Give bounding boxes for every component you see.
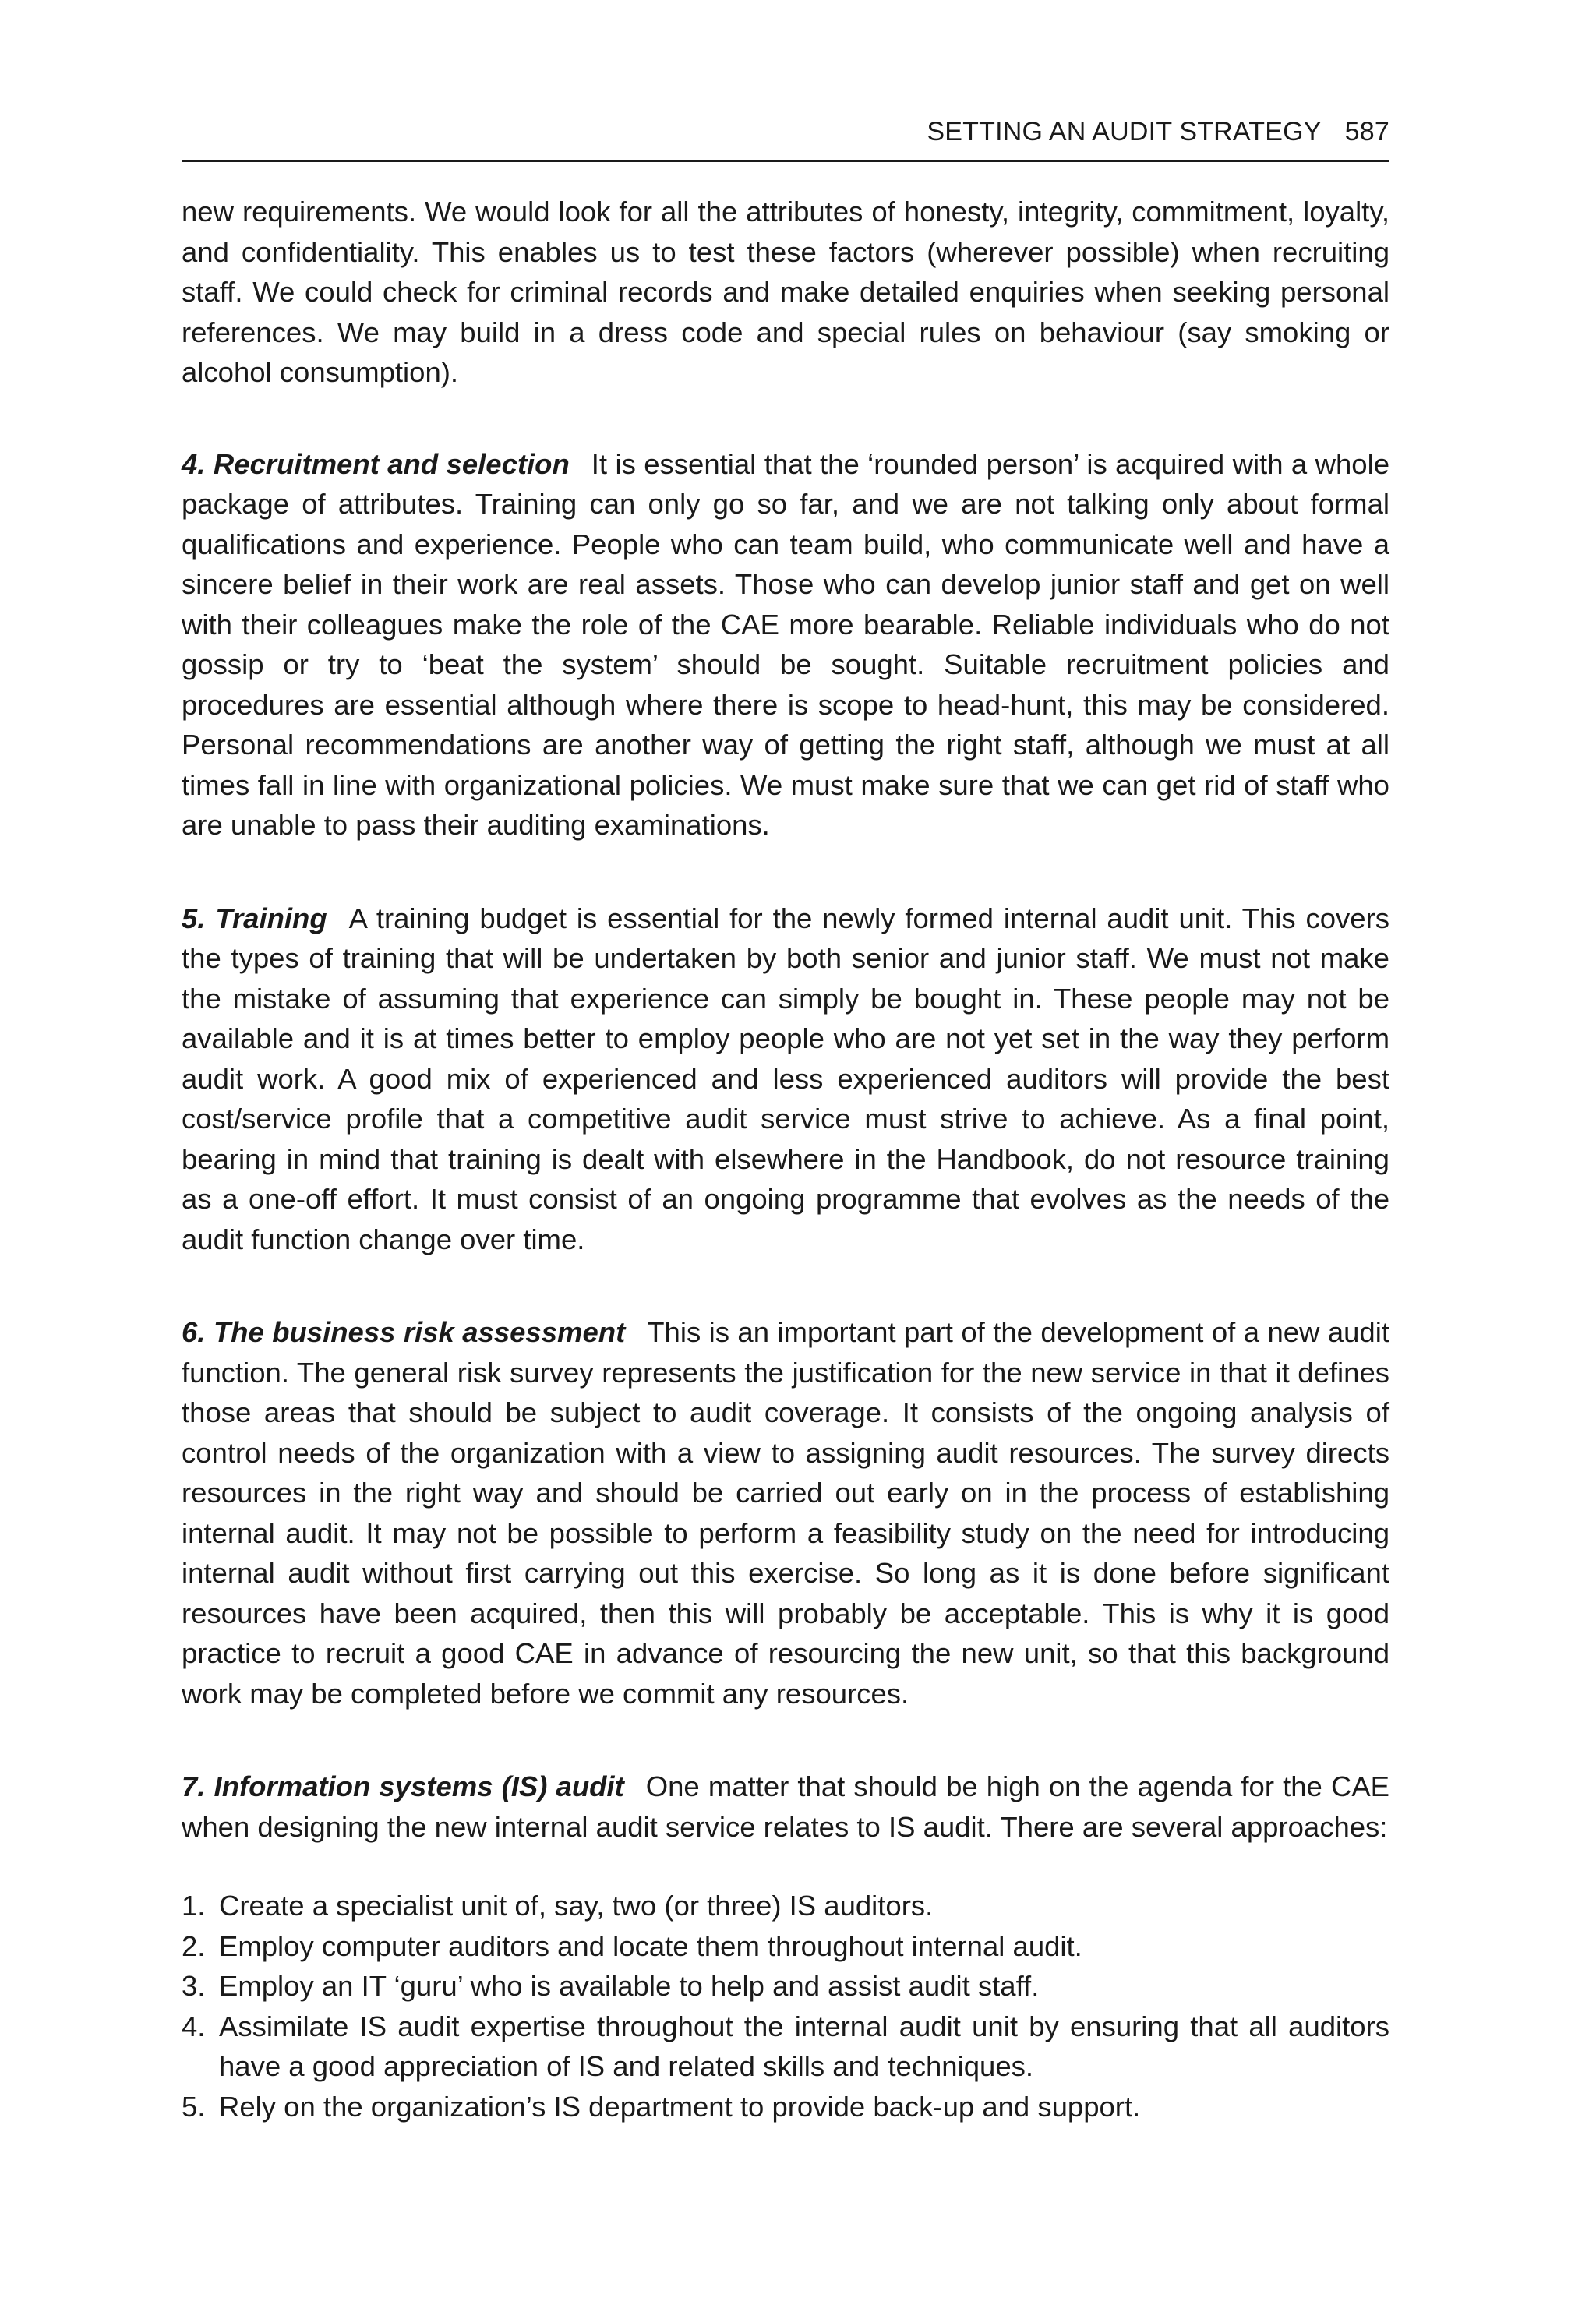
list-item-text: Create a specialist unit of, say, two (or three) IS auditors. bbox=[219, 1890, 934, 1922]
paragraph-text: It is essential that the ‘rounded person’ is acquired with a whole package of attributes. Training can only go so far, and we are not talking only about formal qualifications and experience. People who can team build, who communicate well and have a sincere belief in their work are real assets. Those who can develop junior staff and get on well with their colleagues make the role of the CAE more bearable. Reliable individuals who do not gossip or try to ‘beat the system’ should be sought. Suitable recruitment policies and procedures are essential although where there is scope to head-hunt, this may be considered. Personal recommendations are another way of getting the right staff, although we must at all times fall in line with organizational policies. We must make sure that we can get rid of staff who are unable to pass their auditing examinations. bbox=[182, 447, 1389, 841]
list-item-number: 5. bbox=[182, 2090, 206, 2123]
running-header bbox=[182, 117, 1389, 162]
list-item-text: Employ computer auditors and locate them throughout internal audit. bbox=[219, 1929, 1082, 1962]
body-text bbox=[182, 192, 1389, 2127]
list-item-text: Rely on the organization’s IS department to provide back-up and support. bbox=[219, 2090, 1141, 2123]
paragraph-business-risk-assessment bbox=[182, 1312, 1389, 1714]
approaches-list bbox=[182, 1886, 1389, 2127]
paragraph-text: new requirements. We would look for all the attributes of honesty, integrity, commitment, loyalty, and confidentiality. This enables us to test these factors (wherever possible) when recruiting staff. We could check for criminal records and make detailed enquiries when seeking personal references. We may build in a dress code and special rules on behaviour (say smoking or alcohol consumption). bbox=[182, 196, 1389, 388]
list-item bbox=[182, 1926, 1389, 1967]
list-item bbox=[182, 2007, 1389, 2087]
list-item-text: Employ an IT ‘guru’ who is available to help and assist audit staff. bbox=[219, 1970, 1040, 2002]
page-number: 587 bbox=[1344, 117, 1389, 146]
section-heading: 6. The business risk assessment bbox=[182, 1316, 626, 1348]
paragraph-information-systems-audit bbox=[182, 1767, 1389, 1847]
list-item-number: 4. bbox=[182, 2010, 206, 2042]
section-heading: 5. Training bbox=[182, 902, 327, 934]
paragraph-continued bbox=[182, 192, 1389, 393]
paragraph-text: A training budget is essential for the newly formed internal audit unit. This covers the types of training that will be undertaken by both senior and junior staff. We must not make the mistake of assuming that experience can simply be bought in. These people may not be available and it is at times better to employ people who are not yet set in the way they perform audit work. A good mix of experienced and less experienced auditors will provide the best cost/service profile that a competitive audit service must strive to achieve. As a final point, bearing in mind that training is dealt with elsewhere in the Handbook, do not resource training as a one-off effort. It must consist of an ongoing programme that evolves as the needs of the audit function change over time. bbox=[182, 902, 1389, 1255]
list-item-text: Assimilate IS audit expertise throughout the internal audit unit by ensuring that all auditors have a good appreciation of IS and related skills and techniques. bbox=[219, 2010, 1389, 2082]
paragraph-training bbox=[182, 898, 1389, 1260]
list-item-number: 3. bbox=[182, 1970, 206, 2002]
paragraph-text: This is an important part of the development of a new audit function. The general risk survey represents the justification for the new service in that it defines those areas that should be subject to audit coverage. It consists of the ongoing analysis of control needs of the organization with a view to assigning audit resources. The survey directs resources in the right way and should be carried out early on in the process of establishing internal audit. It may not be possible to perform a feasibility study on the need for introducing internal audit without first carrying out this exercise. So long as it is done before significant resources have been acquired, then this will probably be acceptable. This is why it is good practice to recruit a good CAE in advance of resourcing the new unit, so that this background work may be completed before we commit any resources. bbox=[182, 1316, 1389, 1710]
list-item bbox=[182, 1966, 1389, 2007]
list-item bbox=[182, 1886, 1389, 1926]
book-page bbox=[182, 117, 1389, 2127]
paragraph-recruitment-and-selection bbox=[182, 444, 1389, 845]
section-heading: 4. Recruitment and selection bbox=[182, 447, 570, 480]
list-item bbox=[182, 2087, 1389, 2127]
list-item-number: 2. bbox=[182, 1929, 206, 1962]
section-heading: 7. Information systems (IS) audit bbox=[182, 1770, 624, 1802]
paragraph-text: One matter that should be high on the agenda for the CAE when designing the new internal audit service relates to IS audit. There are several approaches: bbox=[182, 1770, 1390, 1843]
running-header-title: SETTING AN AUDIT STRATEGY bbox=[927, 117, 1322, 146]
list-item-number: 1. bbox=[182, 1890, 206, 1922]
